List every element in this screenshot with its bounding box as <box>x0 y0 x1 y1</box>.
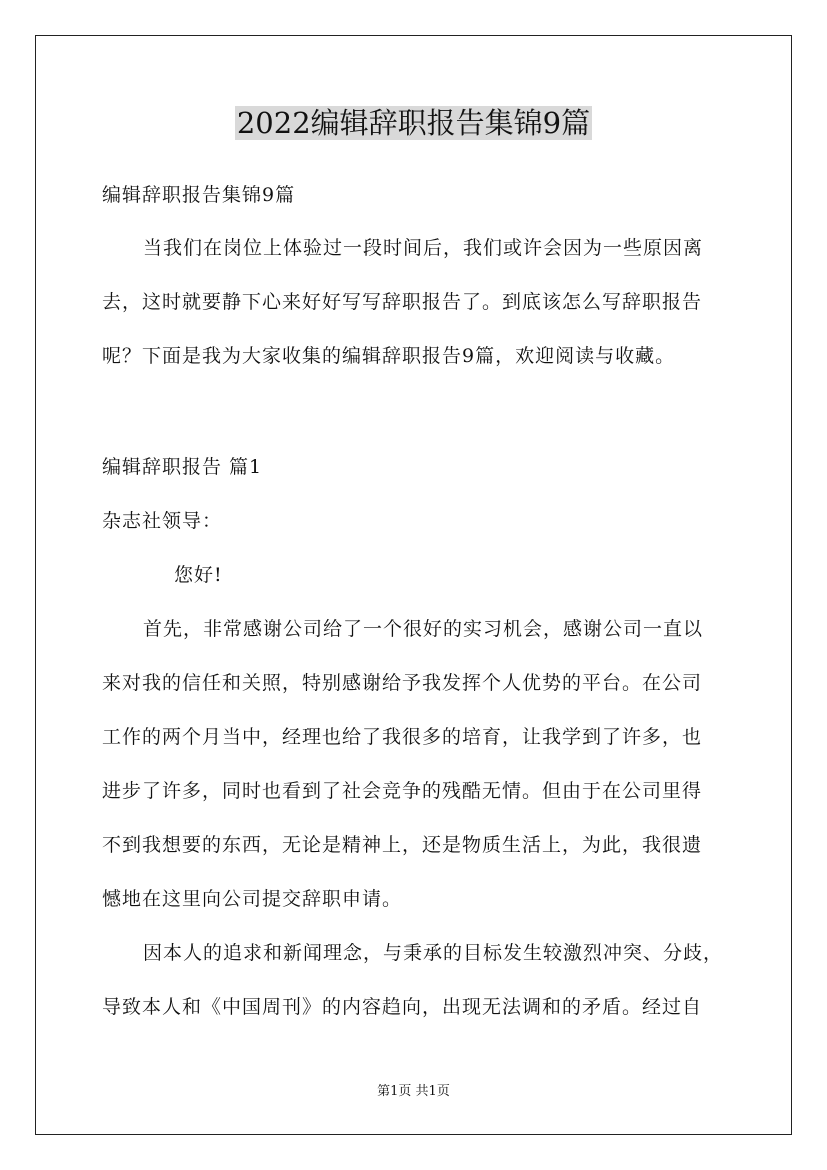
body-line: 不到我想要的东西，无论是精神上，还是物质生活上，为此，我很遗 <box>102 834 703 856</box>
body-line: 憾地在这里向公司提交辞职申请。 <box>102 888 403 910</box>
body-line: 进步了许多，同时也看到了社会竞争的残酷无情。但由于在公司里得 <box>102 780 703 802</box>
salutation: 杂志社领导： <box>102 510 223 532</box>
greeting: 您好! <box>174 564 223 586</box>
body-line: 工作的两个月当中，经理也给了我很多的培育，让我学到了许多，也 <box>102 726 703 748</box>
body-line: 首先，非常感谢公司给了一个很好的实习机会，感谢公司一直以 <box>143 618 704 640</box>
body-line: 因本人的追求和新闻理念，与秉承的目标发生较激烈冲突、分歧， <box>143 942 724 964</box>
body-line: 导致本人和《中国周刊》的内容趋向，出现无法调和的矛盾。经过自 <box>102 996 703 1018</box>
intro-line: 去，这时就要静下心来好好写写辞职报告了。到底该怎么写辞职报告 <box>102 291 703 313</box>
section-heading: 编辑辞职报告 篇1 <box>102 456 263 478</box>
page-footer: 第1页 共1页 <box>377 1084 450 1099</box>
intro-line: 当我们在岗位上体验过一段时间后，我们或许会因为一些原因离 <box>143 237 704 259</box>
document-title <box>0 101 827 145</box>
intro-line: 呢？下面是我为大家收集的编辑辞职报告9篇，欢迎阅读与收藏。 <box>102 345 676 367</box>
document-title-text: 2022编辑辞职报告集锦9篇 <box>236 106 591 140</box>
body-line: 来对我的信任和关照，特别感谢给予我发挥个人优势的平台。在公司 <box>102 672 703 694</box>
document-subtitle: 编辑辞职报告集锦9篇 <box>102 184 296 206</box>
